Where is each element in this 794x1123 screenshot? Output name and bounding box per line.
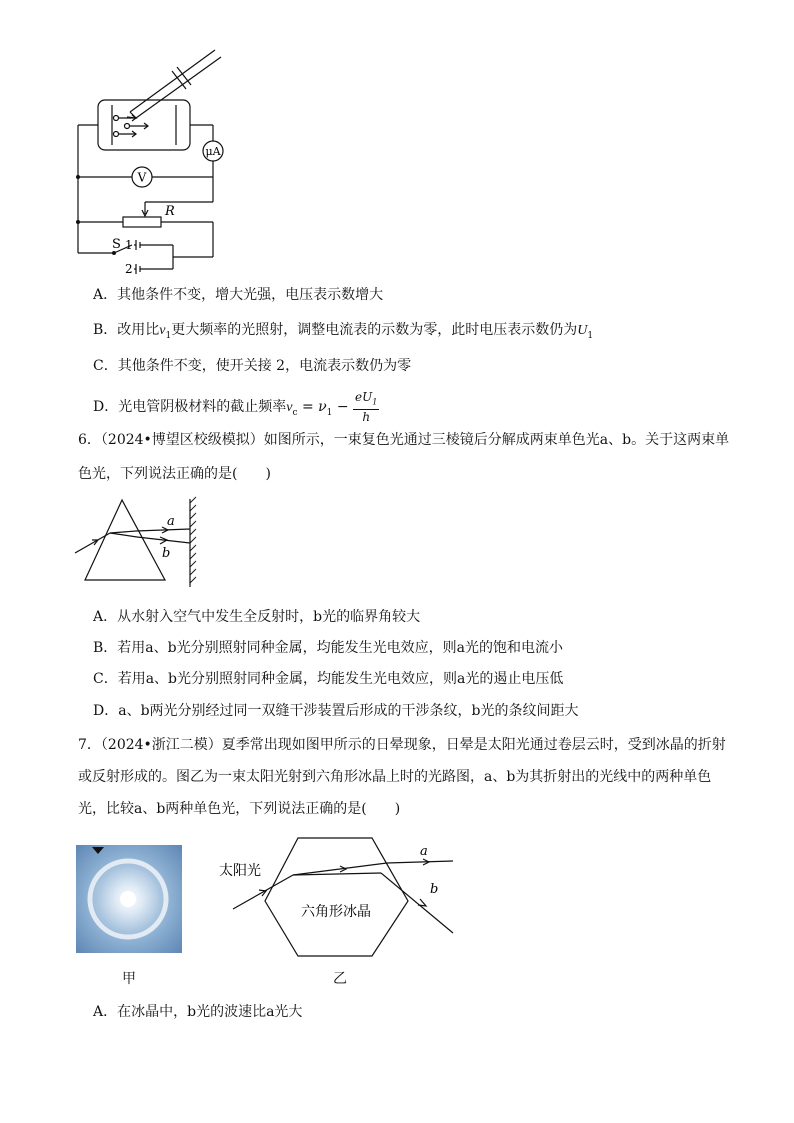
q7-stem-line2: 或反射形成的。图乙为一束太阳光射到六角形冰晶上时的光路图，a、b为其折射出的光线中的两种单色	[78, 769, 712, 785]
q6-option-c: C．若用a、b光分别照射同种金属，均能发生光电效应，则a光的遏止电压低	[93, 671, 564, 687]
photoelectric-circuit-diagram	[70, 45, 230, 277]
d-fraction: $\frac{eU_1}{h}$	[355, 390, 378, 425]
ray-a-label: a	[167, 514, 175, 529]
ammeter	[203, 141, 223, 161]
ammeter-label: μA	[205, 145, 221, 158]
sun-halo-photo	[76, 845, 182, 953]
q6-stem-line1: 6．（2024•博望区校级模拟）如图所示，一束复色光通过三棱镜后分解成两束单色光a、b。关于这两束单	[78, 432, 730, 448]
ice-crystal-diagram	[215, 833, 460, 963]
caption-yi: 乙	[333, 971, 347, 987]
q5-option-c: C．其他条件不变，使开关接 2，电流表示数仍为零	[93, 358, 412, 374]
switch-label: S	[112, 237, 121, 252]
ray-a-label: a	[420, 844, 428, 859]
q6-option-a: A．从水射入空气中发生全反射时，b光的临界角较大	[93, 609, 421, 625]
ray-b-label: b	[162, 546, 171, 561]
crystal-label: 六角形冰晶	[301, 904, 371, 920]
contact-1-label: 1	[125, 238, 133, 252]
q7-stem-line1: 7．（2024•浙江二模）夏季常出现如图甲所示的日晕现象，日晕是太阳光通过卷层云时，受到冰晶的折射	[78, 737, 726, 753]
ray-b-label: b	[430, 882, 439, 897]
sunlight-label: 太阳光	[219, 863, 261, 879]
voltmeter	[132, 167, 152, 187]
q7-option-a: A．在冰晶中，b光的波速比a光大	[93, 1004, 303, 1020]
resistor-label: R	[165, 204, 175, 219]
q6-stem-line2: 色光，下列说法正确的是( )	[78, 466, 271, 482]
contact-2-label: 2	[125, 262, 133, 276]
q5-option-a: A．其他条件不变，增大光强，电压表示数增大	[93, 287, 384, 303]
q5-option-b: B．改用比$\nu_1$更大频率的光照射，调整电流表的示数为零，此时电压表示数仍为$U_1$	[93, 322, 594, 341]
voltmeter-label: V	[137, 170, 147, 185]
q7-stem-line3: 光，比较a、b两种单色光，下列说法正确的是( )	[78, 801, 401, 817]
q6-option-b: B．若用a、b光分别照射同种金属，均能发生光电效应，则a光的饱和电流小	[93, 640, 563, 656]
q5-option-d: D．光电管阴极材料的截止频率$\nu_c = \nu_1$ − $\frac{eU_1}{h}$	[93, 390, 378, 425]
caption-jia: 甲	[122, 971, 136, 987]
prism-diagram	[70, 495, 200, 590]
q6-option-d: D．a、b两光分别经过同一双缝干涉装置后形成的干涉条纹，b光的条纹间距大	[93, 703, 579, 719]
